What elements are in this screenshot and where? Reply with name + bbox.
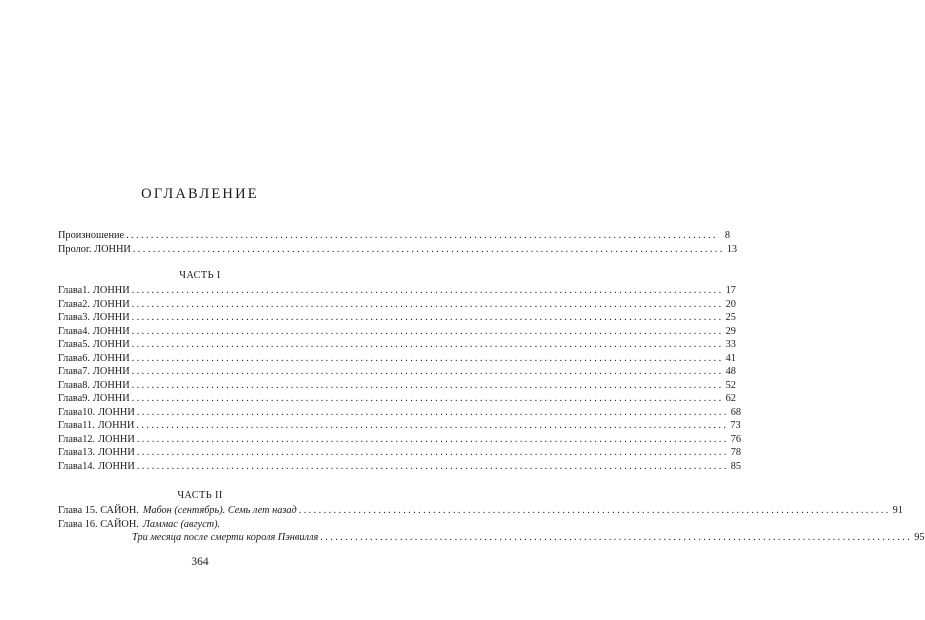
leader-dots: ....................................................................................................................... <box>131 312 724 323</box>
toc-entry-chapter[interactable] <box>58 433 742 447</box>
chapter-word: Глава <box>58 393 83 404</box>
leader-dots: ....................................................................................................................... <box>131 366 724 377</box>
toc-page-number: 91 <box>892 505 903 516</box>
leader-dots: ....................................................................................................................... <box>136 406 729 418</box>
toc-page-number: 17 <box>725 285 736 296</box>
chapter-word: Глава <box>58 352 83 364</box>
toc-page-number: 95 <box>914 532 925 543</box>
toc-entry-prologue[interactable] <box>58 243 738 257</box>
toc-page-number: 13 <box>726 243 738 255</box>
toc-page-number: 76 <box>730 433 742 445</box>
leader-dots: ....................................................................................................................... <box>131 325 724 337</box>
chapter-number: 11. <box>82 420 95 431</box>
chapter-number: 14. <box>82 460 96 472</box>
chapter-number: 7. <box>82 366 90 377</box>
chapter-number: 8. <box>82 379 90 391</box>
toc-entry-chapter[interactable] <box>58 338 736 352</box>
chapter-number: 12. <box>82 433 96 445</box>
leader-dots: ....................................................................................................................... <box>298 505 891 516</box>
toc-entry-subtitle-continued: Три месяца после смерти короля Пэнвилля <box>132 532 319 543</box>
toc-entry-chapter[interactable] <box>58 419 741 433</box>
chapter-title: ЛОННИ <box>98 460 135 472</box>
toc-entry-chapter-16[interactable] <box>58 518 360 532</box>
chapter-number: 9. <box>82 393 90 404</box>
toc-entry-chapter[interactable] <box>58 352 736 366</box>
chapter-number: 2. <box>82 298 90 310</box>
chapter-word: Глава <box>58 420 83 431</box>
chapter-word: Глава <box>58 406 83 418</box>
chapter-word: Глава <box>58 433 83 445</box>
chapter-word: Глава <box>58 298 83 310</box>
toc-entry-pronunciation[interactable] <box>58 229 730 243</box>
toc-entry-subtitle: Ламмас (август). <box>142 518 221 530</box>
page-number: 364 <box>191 556 209 568</box>
toc-page-number: 41 <box>725 352 736 364</box>
toc-entry-chapter[interactable] <box>58 284 736 298</box>
chapter-title: ЛОННИ <box>97 420 135 431</box>
toc-entry-chapter-15[interactable] <box>58 504 903 518</box>
toc-page-number: 20 <box>725 298 736 310</box>
toc-part2-list <box>58 504 925 545</box>
leader-dots: ....................................................................................................................... <box>131 379 724 391</box>
toc-page-number: 8 <box>724 230 730 241</box>
toc-page-number: 33 <box>725 339 736 350</box>
toc-page-number: 25 <box>725 312 736 323</box>
toc-entry-chapter[interactable] <box>58 311 736 325</box>
toc-page-number: 52 <box>725 379 736 391</box>
chapter-word: Глава <box>58 339 83 350</box>
chapter-title: ЛОННИ <box>92 393 130 404</box>
toc-entry-chapter[interactable] <box>58 325 736 339</box>
toc-page-number: 73 <box>730 420 741 431</box>
leader-dots: ....................................................................................................................... <box>320 532 913 543</box>
chapter-word: Глава <box>58 325 83 337</box>
leader-dots: ....................................................................................................................... <box>136 460 729 472</box>
leader-dots: ....................................................................................................................... <box>136 420 729 431</box>
chapter-title: ЛОННИ <box>92 325 130 337</box>
chapter-number: 13. <box>82 447 96 458</box>
chapter-title: ЛОННИ <box>98 406 135 418</box>
leader-dots: ....................................................................................................................... <box>132 243 725 255</box>
leader-dots: ....................................................................................................................... <box>136 447 729 458</box>
toc-entry-chapter-16-continued[interactable] <box>58 531 925 545</box>
toc-entry-chapter[interactable] <box>58 379 736 393</box>
chapter-word: Глава <box>58 460 83 472</box>
toc-page-number: 78 <box>730 447 742 458</box>
toc-part1-list <box>58 284 742 473</box>
chapter-word: Глава <box>58 366 83 377</box>
toc-entry-chapter[interactable] <box>58 298 736 312</box>
leader-dots: ....................................................................................................................... <box>131 352 724 364</box>
toc-entry-subtitle: Мабон (сентябрь). Семь лет назад <box>142 505 297 516</box>
toc-page-number: 29 <box>725 325 736 337</box>
chapter-title: ЛОННИ <box>98 433 135 445</box>
chapter-title: ЛОННИ <box>92 298 130 310</box>
toc-page-number: 85 <box>730 460 742 472</box>
page-title: ОГЛАВЛЕНИЕ <box>141 186 259 202</box>
chapter-title: ЛОННИ <box>92 379 130 391</box>
chapter-word: Глава <box>58 447 83 458</box>
toc-entry-chapter[interactable] <box>58 365 736 379</box>
chapter-title: ЛОННИ <box>92 285 130 296</box>
toc-entry-label: Пролог. ЛОННИ <box>58 243 131 255</box>
chapter-word: Глава <box>58 379 83 391</box>
chapter-number: 6. <box>82 352 90 364</box>
chapter-word: Глава <box>58 285 83 296</box>
toc-entry-label: Глава 16. САЙОН. <box>58 518 139 530</box>
leader-dots: ....................................................................................................................... <box>126 230 718 241</box>
chapter-title: ЛОННИ <box>98 447 135 458</box>
toc-entry-chapter[interactable] <box>58 406 742 420</box>
toc-page-number: 62 <box>725 393 736 404</box>
chapter-number: 4. <box>82 325 90 337</box>
toc-entry-label: Произношение <box>58 230 125 241</box>
chapter-title: ЛОННИ <box>92 366 130 377</box>
chapter-title: ЛОННИ <box>92 339 130 350</box>
toc-page-number: 68 <box>730 406 742 418</box>
chapter-number: 3. <box>82 312 90 323</box>
chapter-title: ЛОННИ <box>92 312 130 323</box>
toc-intro <box>58 229 738 256</box>
leader-dots: ....................................................................................................................... <box>131 339 724 350</box>
chapter-number: 10. <box>82 406 96 418</box>
toc-page-number: 48 <box>725 366 736 377</box>
chapter-word: Глава <box>58 312 83 323</box>
chapter-title: ЛОННИ <box>92 352 130 364</box>
chapter-number: 5. <box>82 339 90 350</box>
leader-dots: ....................................................................................................................... <box>136 433 729 445</box>
toc-entry-chapter[interactable] <box>58 460 742 474</box>
toc-entry-label: Глава 15. САЙОН. <box>58 505 139 516</box>
leader-dots: ....................................................................................................................... <box>131 285 724 296</box>
leader-dots: ....................................................................................................................... <box>131 298 724 310</box>
chapter-number: 1. <box>82 285 90 296</box>
toc-entry-chapter[interactable] <box>58 446 742 460</box>
leader-dots: ....................................................................................................................... <box>131 393 724 404</box>
toc-entry-chapter[interactable] <box>58 392 736 406</box>
part-heading-1: ЧАСТЬ I <box>179 270 221 281</box>
part-heading-2: ЧАСТЬ II <box>177 490 223 501</box>
